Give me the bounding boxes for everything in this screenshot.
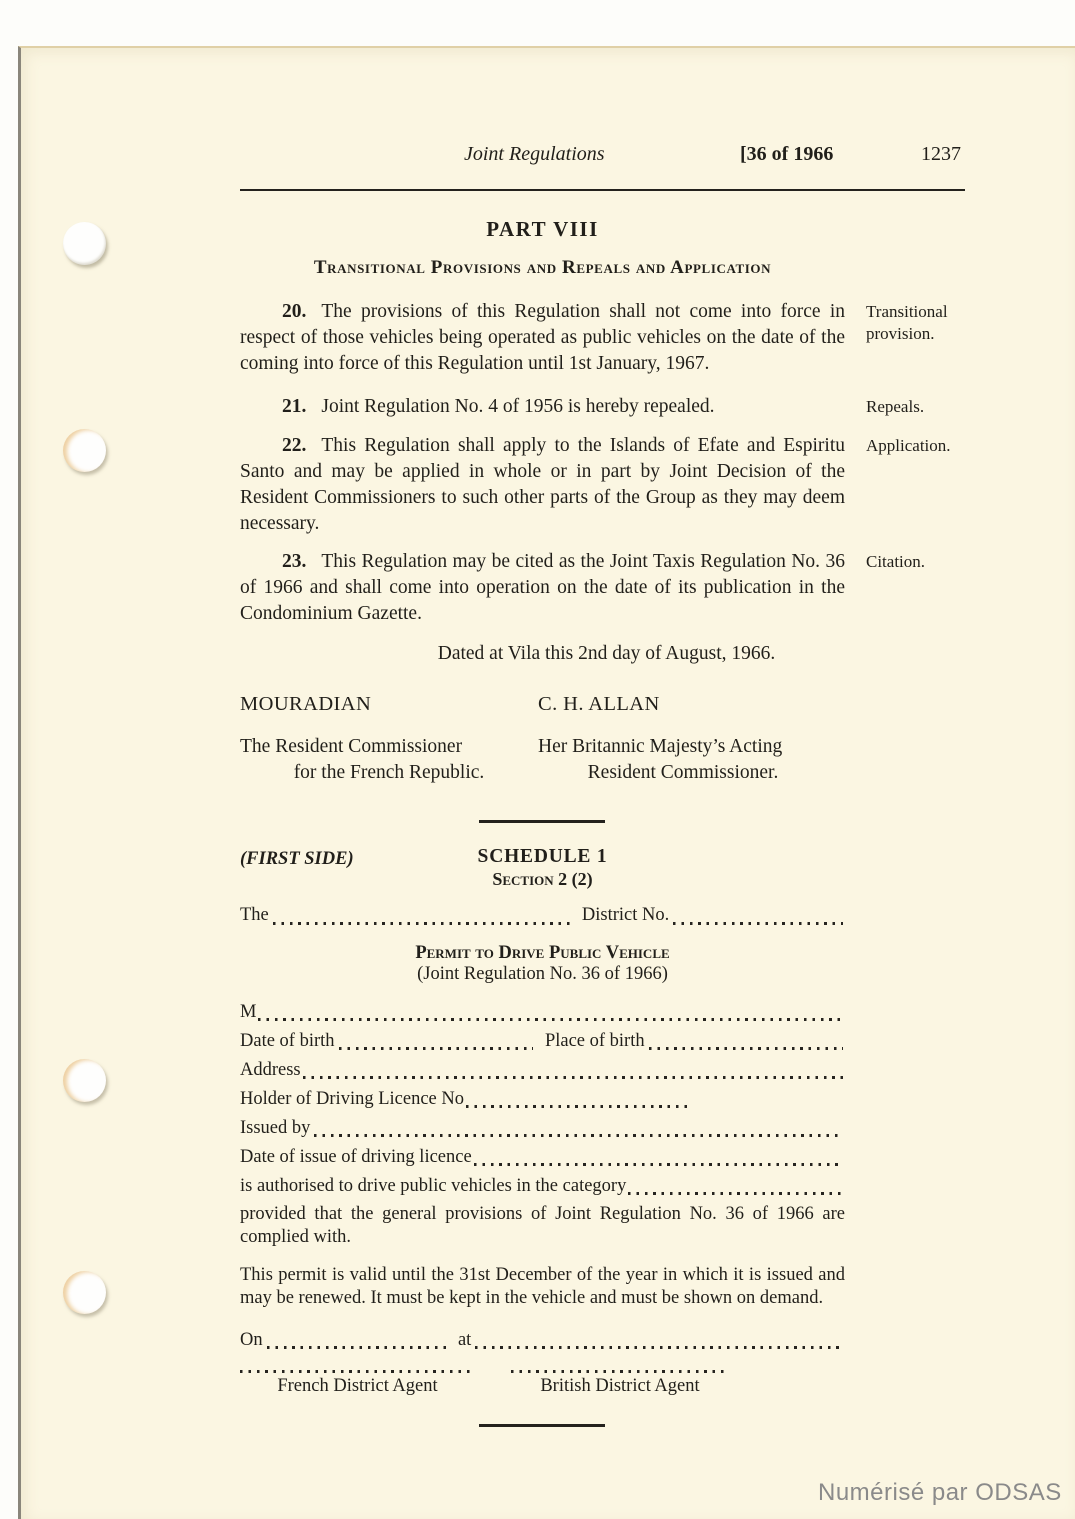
date-of-issue-label: Date of issue of driving licence <box>240 1147 472 1167</box>
margin-note: Repeals. <box>866 397 925 416</box>
signer-title <box>240 734 538 786</box>
dot-leader <box>273 922 570 925</box>
dot-leader <box>474 1163 843 1166</box>
name-field-label: M <box>240 1002 257 1022</box>
dot-leader <box>475 1346 843 1349</box>
district-form-line <box>240 901 845 931</box>
french-signatory <box>240 693 538 786</box>
place-of-birth-label: Place of birth <box>544 1031 645 1051</box>
british-signatory <box>538 693 828 786</box>
dot-leader <box>258 1018 843 1021</box>
address-label: Address <box>240 1060 301 1080</box>
french-agent-label: French District Agent <box>277 1376 438 1396</box>
validity-clause: This permit is valid until the 31st December of the year in which it is issued and may be renewed. It must be kept in the vehicle and must be shown on demand. <box>240 1265 845 1308</box>
section-number: 20. <box>282 301 307 322</box>
category-label: is authorised to drive public vehicles in the category <box>240 1176 627 1196</box>
digitization-watermark: Numérisé par ODSAS <box>818 1479 1062 1506</box>
regulation-section <box>240 394 965 420</box>
signer-title-line: The Resident Commissioner <box>240 736 463 757</box>
dot-leader <box>314 1134 843 1137</box>
bottom-divider <box>479 1424 605 1427</box>
journal-title: Joint Regulations <box>464 143 605 165</box>
form-line-date-of-issue <box>240 1143 845 1172</box>
section-text: The provisions of this Regulation shall not come into force in respect of those vehicles being operated as public vehicles on the date of the coming into force of this Regulation until 1st January, 1967. <box>240 301 845 374</box>
margin-note: Transitional provision. <box>866 302 948 343</box>
british-agent-signature <box>511 1370 729 1397</box>
schedule-heading <box>240 846 845 890</box>
running-header <box>240 143 965 170</box>
part-subtitle: Transitional Provisions and Repeals and Application <box>313 257 772 278</box>
section-paragraph <box>240 433 845 537</box>
form-line-category <box>240 1172 845 1201</box>
dated-line: Dated at Vila this 2nd day of August, 1966. <box>437 643 776 664</box>
section-number: 23. <box>282 551 307 572</box>
permit-title: Permit to Drive Public Vehicle <box>415 943 670 963</box>
dot-leader <box>267 1346 446 1349</box>
on-at-line <box>240 1326 845 1355</box>
signer-name: MOURADIAN <box>240 693 372 715</box>
permit-subtitle: (Joint Regulation No. 36 of 1966) <box>417 964 668 984</box>
section-paragraph <box>240 549 845 627</box>
page-number: 1237 <box>921 143 961 165</box>
date-of-birth-label: Date of birth <box>240 1031 335 1051</box>
dot-leader <box>466 1105 688 1108</box>
permit-fields <box>240 998 845 1201</box>
schedule-title: SCHEDULE 1 <box>477 846 608 867</box>
part-title: PART VIII <box>486 217 599 241</box>
dot-leader <box>339 1047 533 1050</box>
section-number: 21. <box>282 396 307 417</box>
provided-clause: provided that the general provisions of Joint Regulation No. 36 of 1966 are complied with. <box>240 1204 845 1247</box>
on-label: On <box>240 1330 263 1350</box>
punch-hole <box>63 429 106 472</box>
signature-dot-line <box>511 1370 729 1373</box>
form-line-name <box>240 998 845 1027</box>
header-rule <box>240 189 965 191</box>
form-line-licence <box>240 1085 845 1114</box>
section-divider <box>479 820 605 823</box>
section-paragraph <box>240 394 845 420</box>
french-agent-signature <box>240 1370 475 1397</box>
section-paragraph <box>240 299 845 377</box>
punch-hole <box>63 1271 106 1314</box>
regulation-section <box>240 299 965 377</box>
signer-title-line: Her Britannic Majesty’s Acting <box>538 736 783 757</box>
the-label: The <box>240 905 269 925</box>
dot-leader <box>673 922 843 925</box>
schedule-side-label: (FIRST SIDE) <box>240 849 354 869</box>
signer-title-line: Resident Commissioner. <box>587 762 779 783</box>
licence-holder-label: Holder of Driving Licence No <box>240 1089 464 1109</box>
section-text: This Regulation may be cited as the Joint Taxis Regulation No. 36 of 1966 and shall come into operation on the date of its publication in the Condominium Gazette. <box>240 551 845 624</box>
form-line-birth <box>240 1027 845 1056</box>
margin-note: Application. <box>866 436 951 455</box>
district-no-label: District No. <box>581 905 670 925</box>
section-text: This Regulation shall apply to the Islands of Efate and Espiritu Santo and may be applied in whole or in part by Joint Decision of the Resident Commissioners to such other parts of the Group as they may deem necessary. <box>240 435 845 534</box>
form-line-address <box>240 1056 845 1085</box>
signature-block <box>240 693 845 786</box>
signer-title <box>538 734 828 786</box>
dot-leader <box>649 1047 843 1050</box>
dot-leader <box>303 1076 843 1079</box>
document-content <box>240 143 965 1427</box>
dot-leader <box>628 1192 843 1195</box>
agent-signature-row <box>240 1370 845 1397</box>
british-agent-label: British District Agent <box>540 1376 700 1396</box>
signature-dot-line <box>240 1370 475 1373</box>
volume-citation: [36 of 1966 <box>740 143 834 165</box>
issued-by-label: Issued by <box>240 1118 311 1138</box>
regulation-section <box>240 549 965 627</box>
signer-title-line: for the French Republic. <box>293 762 485 783</box>
at-label: at <box>457 1330 472 1350</box>
margin-note: Citation. <box>866 552 926 571</box>
schedule-section-ref: Section 2 (2) <box>492 869 593 889</box>
punch-hole <box>63 1059 106 1102</box>
signer-name: C. H. ALLAN <box>538 693 660 715</box>
form-line-issued-by <box>240 1114 845 1143</box>
punch-hole <box>63 222 106 265</box>
schedule-form <box>240 846 845 1427</box>
regulation-section <box>240 433 965 537</box>
section-text: Joint Regulation No. 4 of 1956 is hereby repealed. <box>321 396 715 417</box>
section-number: 22. <box>282 435 307 456</box>
